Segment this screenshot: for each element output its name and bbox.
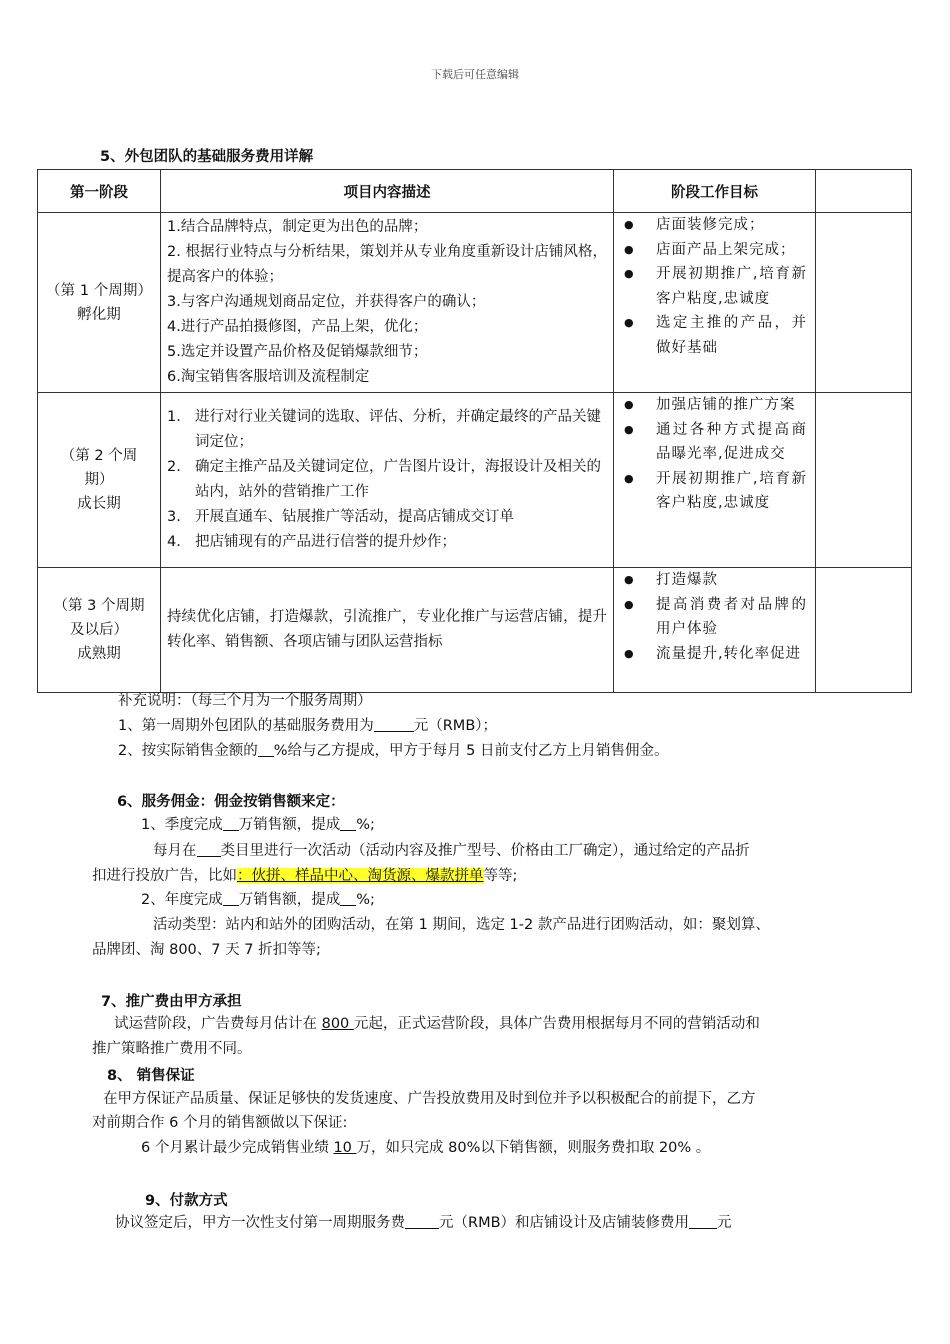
header-description: 项目内容描述 xyxy=(161,170,614,213)
table-row xyxy=(38,393,912,568)
stage-period: （第 2 个周期） xyxy=(60,448,138,488)
description-cell xyxy=(161,213,614,393)
stage-cell xyxy=(38,393,161,568)
base-fee-text-b: 元（RMB）； xyxy=(413,718,498,734)
goal-item: ● 流量提升,转化率促进 xyxy=(622,642,807,667)
ad-fee-line xyxy=(114,1014,760,1034)
commission-text-a: 2、按实际销售金额的 xyxy=(118,743,258,759)
payment-text-c: 元 xyxy=(717,1215,732,1231)
monthly-text-b: 类目里进行一次活动（活动内容及推广型号、价格由工厂确定），通过给定的产品折 xyxy=(220,843,750,859)
payment-line xyxy=(115,1213,732,1233)
ad-fee-line-2: 推广策略推广费用不同。 xyxy=(92,1041,252,1057)
goals-cell xyxy=(614,568,816,693)
monthly-text-a: 每月在 xyxy=(153,843,197,859)
ad-text-b: 等等; xyxy=(483,868,518,884)
header-note: 下载后可任意编辑 xyxy=(431,68,519,81)
description-item xyxy=(167,505,607,530)
goal-item: ● 开展初期推广,培育新客户粘度,忠诚度 xyxy=(622,467,807,516)
category-blank[interactable] xyxy=(197,842,221,857)
goals-cell xyxy=(614,393,816,568)
empty-cell xyxy=(816,213,912,393)
description-item xyxy=(167,455,607,505)
section-5-title: 5、外包团队的基础服务费用详解 xyxy=(100,149,314,165)
item-text: 开展直通车、钻展推广等活动，提高店铺成交订单 xyxy=(195,509,514,525)
payment-text-a: 协议签定后，甲方一次性支付第一周期服务费 xyxy=(115,1215,405,1231)
quarterly-text-b: 万销售额，提成 xyxy=(238,817,341,833)
stage-cell xyxy=(38,568,161,693)
stage-period: （第 3 个周期及以后） xyxy=(53,598,145,638)
description-item xyxy=(167,405,607,455)
commission-blank[interactable] xyxy=(258,742,274,757)
ad-fee-text-a: 试运营阶段，广告费每月估计在 xyxy=(114,1016,322,1032)
supplement-note: 补充说明：（每三个月为一个服务周期） xyxy=(118,693,372,709)
section-8-title: 8、 销售保证 xyxy=(107,1068,195,1084)
base-fee-line xyxy=(118,716,497,736)
ad-text-a: 扣进行投放广告，比如 xyxy=(92,868,237,884)
stage-cell xyxy=(38,213,161,393)
stage-period: （第 1 个周期） xyxy=(46,282,152,299)
quarterly-text-c: %; xyxy=(356,817,375,833)
goal-item: ● 通过各种方式提高商品曝光率,促进成交 xyxy=(622,418,807,467)
header-stage: 第一阶段 xyxy=(38,170,161,213)
highlighted-examples: ：伙拼、样品中心、淘货源、爆款拼单 xyxy=(237,868,484,884)
header-goals: 阶段工作目标 xyxy=(614,170,816,213)
description-line: 5.选定并设置产品价格及促销爆款细节； xyxy=(167,344,428,360)
goals-cell xyxy=(614,213,816,393)
goal-item: ● 加强店铺的推广方案 xyxy=(622,393,807,418)
item-number: 3. xyxy=(167,509,181,525)
yearly-text-b: 万销售额，提成 xyxy=(238,892,341,908)
goal-item: ● 开展初期推广,培育新客户粘度,忠诚度 xyxy=(622,262,807,311)
payment-text-b: 元（RMB）和店铺设计及店铺装修费用 xyxy=(439,1215,690,1231)
guarantee-text-b: 万，如只完成 80%以下销售额，则服务费扣取 20% 。 xyxy=(356,1140,711,1156)
header-empty xyxy=(816,170,912,213)
description-cell xyxy=(161,393,614,568)
item-text: 把店铺现有的产品进行信誉的提升炒作； xyxy=(195,534,456,550)
design-fee-blank[interactable] xyxy=(689,1214,717,1229)
service-fee-blank[interactable] xyxy=(405,1214,439,1229)
yearly-rate-blank[interactable] xyxy=(340,891,356,906)
description-text: 持续优化店铺，打造爆款，引流推广，专业化推广与运营店铺，提升转化率、销售额、各项店铺与团队运营指标 xyxy=(167,609,607,650)
quarterly-rate-blank[interactable] xyxy=(340,816,356,831)
section-9-title: 9、付款方式 xyxy=(145,1193,228,1209)
commission-line xyxy=(118,741,668,761)
goal-item: ● 店面产品上架完成； xyxy=(622,238,807,263)
section-6-title: 6、服务佣金：佣金按销售额来定： xyxy=(117,794,345,810)
empty-cell xyxy=(816,568,912,693)
activity-type-line-2: 品牌团、淘 800、7 天 7 折扣等等; xyxy=(92,942,321,958)
goal-item: ● 店面装修完成； xyxy=(622,213,807,238)
quarterly-line xyxy=(141,815,375,835)
goal-item: ● 打造爆款 xyxy=(622,568,807,593)
goal-item: ● 提高消费者对品牌的用户体验 xyxy=(622,593,807,642)
guarantee-text-a: 6 个月累计最少完成销售业绩 xyxy=(141,1140,334,1156)
ad-line xyxy=(92,866,517,886)
section-7-title: 7、推广费由甲方承担 xyxy=(101,994,242,1010)
activity-type-line: 活动类型：站内和站外的团购活动，在第 1 期间，选定 1-2 款产品进行团购活动，如：聚划算、 xyxy=(153,917,770,933)
yearly-line xyxy=(141,890,375,910)
description-line: 3.与客户沟通规划商品定位，并获得客户的确认； xyxy=(167,294,486,310)
service-plan-table xyxy=(37,169,912,693)
description-cell xyxy=(161,568,614,693)
stage-name: 孵化期 xyxy=(77,306,121,323)
yearly-text-a: 2、年度完成 xyxy=(141,892,223,908)
guarantee-line: 在甲方保证产品质量、保证足够快的发货速度、广告投放费用及时到位并予以积极配合的前提下，乙方 xyxy=(103,1091,756,1107)
item-number: 4. xyxy=(167,534,181,550)
yearly-sales-blank[interactable] xyxy=(223,891,239,906)
base-fee-blank[interactable] xyxy=(374,717,414,732)
table-row xyxy=(38,213,912,393)
base-fee-text-a: 1、第一周期外包团队的基础服务费用为 xyxy=(118,718,374,734)
table-row xyxy=(38,568,912,693)
yearly-text-c: %; xyxy=(356,892,375,908)
guarantee-amount: 10 xyxy=(333,1140,357,1156)
goal-item: ● 选定主推的产品，并做好基础 xyxy=(622,311,807,360)
guarantee-line-3 xyxy=(141,1138,710,1158)
item-number: 2. xyxy=(167,459,181,475)
quarterly-text-a: 1、季度完成 xyxy=(141,817,223,833)
item-text: 进行对行业关键词的选取、评估、分析，并确定最终的产品关键词定位； xyxy=(195,409,601,450)
ad-fee-text-b: 元起，正式运营阶段，具体广告费用根据每月不同的营销活动和 xyxy=(353,1016,760,1032)
description-line: 6.淘宝销售客服培训及流程制定 xyxy=(167,369,370,385)
description-line: 2. 根据行业特点与分析结果，策划并从专业角度重新设计店铺风格，提高客户的体验； xyxy=(167,244,607,285)
stage-name: 成熟期 xyxy=(77,646,121,662)
guarantee-line-2: 对前期合作 6 个月的销售额做以下保证: xyxy=(92,1115,348,1131)
quarterly-sales-blank[interactable] xyxy=(223,816,239,831)
description-item xyxy=(167,530,607,555)
ad-fee-amount: 800 xyxy=(321,1016,354,1032)
commission-text-b: %给与乙方提成，甲方于每月 5 日前支付乙方上月销售佣金。 xyxy=(273,743,669,759)
description-line: 1.结合品牌特点，制定更为出色的品牌； xyxy=(167,219,428,235)
item-text: 确定主推产品及关键词定位，广告图片设计，海报设计及相关的站内，站外的营销推广工作 xyxy=(195,459,601,500)
description-line: 4.进行产品拍摄修图，产品上架，优化； xyxy=(167,319,428,335)
table-header-row xyxy=(38,170,912,213)
monthly-activity-line xyxy=(153,841,750,861)
stage-name: 成长期 xyxy=(77,496,121,512)
item-number: 1. xyxy=(167,409,181,425)
empty-cell xyxy=(816,393,912,568)
